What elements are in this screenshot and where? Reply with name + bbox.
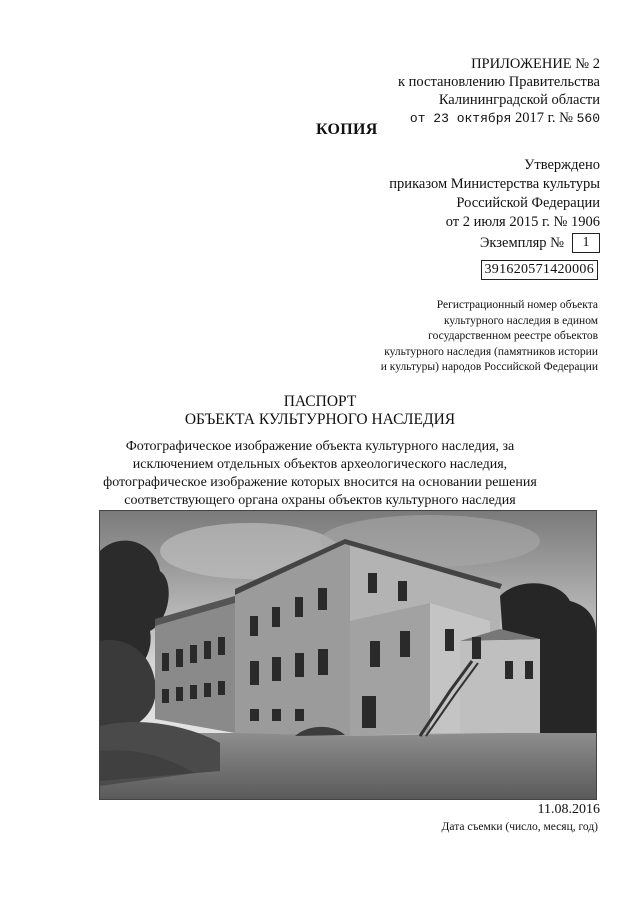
approval-line: приказом Министерства культуры: [389, 176, 600, 192]
exemplar-row: [480, 233, 600, 253]
appendix-date-prefix: от 23 октября: [409, 111, 512, 126]
photo-description-line: исключением отдельных объектов археологического наследия,: [132, 457, 508, 472]
copy-stamp: КОПИЯ: [316, 121, 378, 138]
photo-description-line: соответствующего органа охраны объектов культурного наследия: [124, 493, 516, 508]
exemplar-number-box: 1: [572, 233, 600, 253]
registration-note-line: культурного наследия (памятников истории: [384, 345, 598, 358]
registration-note: [318, 298, 598, 376]
heritage-building-photo: [99, 510, 597, 800]
appendix-number: 560: [576, 111, 600, 126]
appendix-line: к постановлению Правительства: [398, 74, 600, 90]
building-photo-illustration: [100, 511, 596, 799]
photo-date-label: Дата съемки (число, месяц, год): [441, 821, 598, 833]
appendix-title: ПРИЛОЖЕНИЕ № 2: [471, 56, 600, 72]
approval-line: от 2 июля 2015 г. № 1906: [445, 214, 600, 230]
passport-title-line: ПАСПОРТ: [283, 393, 357, 410]
exemplar-label: Экземпляр №: [479, 234, 564, 251]
registration-note-line: культурного наследия в едином: [444, 314, 598, 327]
photo-description-line: фотографическое изображение которых вносится на основании решения: [103, 475, 537, 490]
registration-note-line: и культуры) народов Российской Федерации: [380, 361, 598, 373]
approval-block: [270, 156, 600, 232]
registration-note-line: Регистрационный номер объекта: [436, 299, 598, 311]
approval-line: Российской Федерации: [456, 195, 600, 211]
passport-title: [0, 393, 640, 429]
registration-note-line: государственном реестре объектов: [428, 330, 598, 342]
appendix-line: Калининградской области: [438, 92, 600, 108]
appendix-date-mid: 2017 г. №: [514, 110, 573, 126]
passport-title-line: ОБЪЕКТА КУЛЬТУРНОГО НАСЛЕДИЯ: [184, 411, 456, 428]
photo-description-line: Фотографическое изображение объекта культурного наследия, за: [125, 439, 515, 454]
appendix-block: [300, 55, 600, 128]
photo-description: [90, 438, 550, 510]
registration-number-box: 391620571420006: [481, 260, 599, 280]
photo-date: 11.08.2016: [537, 802, 600, 817]
approval-line: Утверждено: [524, 157, 600, 173]
